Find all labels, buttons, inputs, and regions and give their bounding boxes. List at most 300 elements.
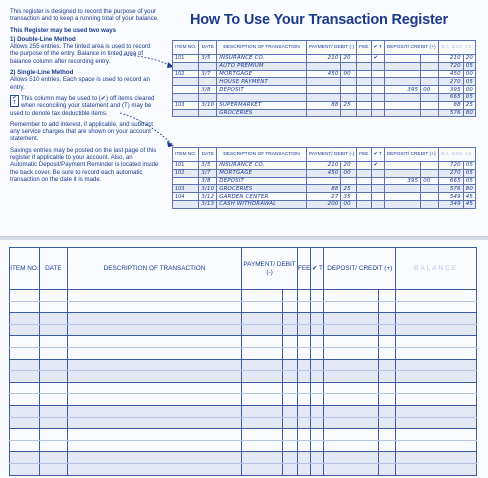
- balance-cents-cell: 05: [463, 78, 475, 86]
- check-cell[interactable]: [311, 290, 324, 302]
- table-row: [173, 70, 476, 78]
- item-no-cell[interactable]: [10, 313, 40, 325]
- description-cell[interactable]: [67, 417, 241, 429]
- deposit-dollars-cell: [384, 62, 421, 70]
- date-cell[interactable]: [39, 405, 67, 417]
- deposit-dollars-cell[interactable]: [324, 405, 379, 417]
- deposit-cents-cell[interactable]: [379, 440, 396, 452]
- date-cell[interactable]: [39, 429, 67, 441]
- payment-cents-cell[interactable]: [283, 405, 298, 417]
- fee-cell: [357, 193, 371, 201]
- description-cell[interactable]: [67, 336, 241, 348]
- fee-cell: [357, 169, 371, 177]
- deposit-dollars-cell[interactable]: [324, 301, 379, 313]
- description-cell: GARDEN CENTER: [217, 193, 307, 201]
- date-cell[interactable]: [39, 313, 67, 325]
- description-cell[interactable]: [67, 405, 241, 417]
- balance-cell[interactable]: [396, 359, 477, 371]
- date-cell[interactable]: [39, 463, 67, 475]
- deposit-dollars-cell: 395: [384, 86, 421, 94]
- header-fee: FEE: [357, 41, 371, 55]
- fee-cell: [357, 70, 371, 78]
- date-cell[interactable]: [39, 301, 67, 313]
- deposit-cents-cell[interactable]: [379, 463, 396, 475]
- fee-cell[interactable]: [297, 290, 310, 302]
- payment-dollars-cell[interactable]: [242, 347, 283, 359]
- payment-cents-cell: 25: [341, 185, 357, 193]
- deposit-dollars-cell: [384, 78, 421, 86]
- payment-cents-cell[interactable]: [283, 313, 298, 325]
- deposit-dollars-cell[interactable]: [324, 452, 379, 464]
- balance-dollars-cell: 450: [438, 70, 463, 78]
- description-cell[interactable]: [67, 429, 241, 441]
- deposit-cents-cell[interactable]: [379, 324, 396, 336]
- check-cell[interactable]: [311, 382, 324, 394]
- payment-dollars-cell[interactable]: [242, 417, 283, 429]
- table-row: [10, 290, 477, 302]
- fee-cell[interactable]: [297, 371, 310, 383]
- header-date: DATE: [199, 148, 217, 162]
- payment-dollars-cell[interactable]: [242, 324, 283, 336]
- deposit-cents-cell: 00: [421, 86, 438, 94]
- date-cell[interactable]: [39, 440, 67, 452]
- balance-cell[interactable]: [396, 371, 477, 383]
- check-cell: [371, 78, 384, 86]
- item-no-cell: 103: [173, 185, 199, 193]
- deposit-dollars-cell[interactable]: [324, 440, 379, 452]
- date-cell: 3/10: [199, 185, 217, 193]
- date-cell: 3/8: [199, 177, 217, 185]
- date-cell[interactable]: [39, 371, 67, 383]
- item-no-cell[interactable]: [10, 347, 40, 359]
- table-row: [173, 200, 476, 208]
- description-cell: INSURANCE CO.: [217, 55, 307, 63]
- header-description: DESCRIPTION OF TRANSACTION: [217, 148, 307, 162]
- date-cell: 3/13: [199, 200, 217, 208]
- deposit-cents-cell: 00: [421, 177, 438, 185]
- check-cell[interactable]: [311, 405, 324, 417]
- payment-cents-cell: 20: [341, 55, 357, 63]
- payment-cents-cell: [341, 109, 357, 117]
- header-check: ✔ T: [371, 148, 384, 162]
- header-balance-example: BA 880 35: [438, 41, 475, 55]
- balance-cell[interactable]: [396, 313, 477, 325]
- item-no-cell[interactable]: [10, 382, 40, 394]
- check-cell[interactable]: [311, 359, 324, 371]
- deposit-cents-cell[interactable]: [379, 452, 396, 464]
- deposit-dollars-cell: [384, 169, 421, 177]
- description-cell: GROCERIES: [217, 109, 307, 117]
- balance-cell[interactable]: [396, 452, 477, 464]
- deposit-cents-cell[interactable]: [379, 382, 396, 394]
- table-row: [10, 417, 477, 429]
- deposit-dollars-cell[interactable]: [324, 324, 379, 336]
- payment-cents-cell[interactable]: [283, 429, 298, 441]
- date-cell[interactable]: [39, 382, 67, 394]
- table-row: [173, 78, 476, 86]
- balance-cents-cell: 45: [463, 200, 475, 208]
- deposit-dollars-cell[interactable]: [324, 290, 379, 302]
- date-cell: [199, 62, 217, 70]
- check-column-icon: ✔ T: [10, 95, 19, 107]
- item-no-cell[interactable]: [10, 417, 40, 429]
- check-cell: [371, 200, 384, 208]
- payment-dollars-cell: 88: [306, 101, 341, 109]
- table-row: [173, 62, 476, 70]
- description-cell[interactable]: [67, 290, 241, 302]
- fee-cell: [357, 185, 371, 193]
- description-cell[interactable]: [67, 301, 241, 313]
- payment-dollars-cell[interactable]: [242, 313, 283, 325]
- fee-cell[interactable]: [297, 313, 310, 325]
- check-cell[interactable]: [311, 394, 324, 406]
- balance-cell[interactable]: [396, 347, 477, 359]
- payment-cents-cell: [341, 62, 357, 70]
- payment-dollars-cell: [306, 78, 341, 86]
- date-cell[interactable]: [39, 347, 67, 359]
- table-row: [173, 162, 476, 170]
- deposit-cents-cell: [421, 200, 438, 208]
- deposit-cents-cell[interactable]: [379, 301, 396, 313]
- payment-cents-cell: 00: [341, 70, 357, 78]
- payment-dollars-cell[interactable]: [242, 452, 283, 464]
- deposit-cents-cell[interactable]: [379, 405, 396, 417]
- table-row: [10, 382, 477, 394]
- check-cell[interactable]: [311, 313, 324, 325]
- fee-cell: [357, 78, 371, 86]
- item-no-cell: [173, 109, 199, 117]
- fee-cell[interactable]: [297, 440, 310, 452]
- check-cell: ✔: [371, 162, 384, 170]
- ways-heading: This Register may be used two ways: [10, 26, 116, 34]
- item-no-cell[interactable]: [10, 336, 40, 348]
- table-row: [173, 86, 476, 94]
- check-cell[interactable]: [311, 429, 324, 441]
- balance-cents-cell: 80: [463, 109, 475, 117]
- deposit-cents-cell[interactable]: [379, 347, 396, 359]
- fee-cell[interactable]: [297, 429, 310, 441]
- payment-cents-cell[interactable]: [283, 324, 298, 336]
- payment-dollars-cell[interactable]: [242, 405, 283, 417]
- deposit-cents-cell[interactable]: [379, 336, 396, 348]
- header-item-no: ITEM NO.: [10, 248, 40, 290]
- balance-cents-cell: 05: [463, 177, 475, 185]
- description-cell[interactable]: [67, 382, 241, 394]
- balance-cell[interactable]: [396, 336, 477, 348]
- blank-register-table: [9, 247, 477, 476]
- page-title: How To Use Your Transaction Register: [190, 12, 448, 28]
- balance-cents-cell: 00: [463, 86, 475, 94]
- balance-dollars-cell: 349: [438, 200, 463, 208]
- payment-dollars-cell: [306, 86, 341, 94]
- payment-cents-cell[interactable]: [283, 347, 298, 359]
- header-payment: PAYMENT/ DEBIT (-): [306, 148, 356, 162]
- table-row: [10, 429, 477, 441]
- example-double-rows: [173, 55, 476, 117]
- item-no-cell: 101: [173, 55, 199, 63]
- fee-cell[interactable]: [297, 301, 310, 313]
- balance-cents-cell: 05: [463, 162, 475, 170]
- payment-cents-cell: 00: [341, 200, 357, 208]
- deposit-cents-cell: [421, 185, 438, 193]
- check-cell[interactable]: [311, 301, 324, 313]
- date-cell: 3/7: [199, 70, 217, 78]
- check-column-text: This column may be used to (✔) off items cleared when reconciling your statement and (T) may be used to denote tax deductible items.: [10, 94, 155, 117]
- description-cell[interactable]: [67, 463, 241, 475]
- blank-register-rows: [10, 290, 477, 476]
- deposit-dollars-cell: [384, 185, 421, 193]
- date-cell[interactable]: [39, 290, 67, 302]
- table-row: [10, 440, 477, 452]
- deposit-dollars-cell[interactable]: [324, 429, 379, 441]
- fee-cell[interactable]: [297, 324, 310, 336]
- deposit-cents-cell[interactable]: [379, 371, 396, 383]
- payment-cents-cell: [341, 86, 357, 94]
- payment-cents-cell[interactable]: [283, 440, 298, 452]
- check-cell: [371, 193, 384, 201]
- header-deposit: DEPOSIT/ CREDIT (+): [384, 41, 438, 55]
- balance-dollars-cell: 210: [438, 55, 463, 63]
- date-cell: 3/5: [199, 55, 217, 63]
- table-row: [10, 452, 477, 464]
- balance-cell[interactable]: [396, 429, 477, 441]
- payment-cents-cell[interactable]: [283, 382, 298, 394]
- fee-cell[interactable]: [297, 394, 310, 406]
- description-cell: GROCERIES: [217, 185, 307, 193]
- header-date: DATE: [199, 41, 217, 55]
- check-cell[interactable]: [311, 371, 324, 383]
- date-cell[interactable]: [39, 359, 67, 371]
- description-cell[interactable]: [67, 359, 241, 371]
- check-cell[interactable]: [311, 336, 324, 348]
- item-no-cell[interactable]: [10, 405, 40, 417]
- header-date: DATE: [39, 248, 67, 290]
- balance-dollars-cell: 576: [438, 185, 463, 193]
- fee-cell[interactable]: [297, 417, 310, 429]
- arrow-icon: [118, 110, 178, 150]
- fee-cell: [357, 162, 371, 170]
- description-cell[interactable]: [67, 347, 241, 359]
- payment-dollars-cell: [306, 177, 341, 185]
- payment-dollars-cell: [306, 109, 341, 117]
- description-cell: AUTO PREMIUM: [217, 62, 307, 70]
- deposit-cents-cell: [421, 109, 438, 117]
- description-cell: HOUSE PAYMENT: [217, 78, 307, 86]
- deposit-dollars-cell: [384, 200, 421, 208]
- payment-cents-cell[interactable]: [283, 290, 298, 302]
- fee-cell[interactable]: [297, 463, 310, 475]
- table-row: [173, 193, 476, 201]
- balance-cell[interactable]: [396, 290, 477, 302]
- balance-cell[interactable]: [396, 394, 477, 406]
- payment-cents-cell[interactable]: [283, 394, 298, 406]
- balance-dollars-cell: 665: [438, 93, 463, 101]
- description-cell[interactable]: [67, 313, 241, 325]
- deposit-cents-cell[interactable]: [379, 290, 396, 302]
- date-cell[interactable]: [39, 394, 67, 406]
- payment-dollars-cell[interactable]: [242, 440, 283, 452]
- payment-dollars-cell: 200: [306, 200, 341, 208]
- check-cell[interactable]: [311, 452, 324, 464]
- payment-dollars-cell: 27: [306, 193, 341, 201]
- check-cell: [371, 62, 384, 70]
- date-cell[interactable]: [39, 417, 67, 429]
- deposit-dollars-cell[interactable]: [324, 359, 379, 371]
- deposit-dollars-cell[interactable]: [324, 382, 379, 394]
- check-cell[interactable]: [311, 440, 324, 452]
- deposit-dollars-cell[interactable]: [324, 347, 379, 359]
- payment-cents-cell[interactable]: [283, 463, 298, 475]
- description-cell[interactable]: [67, 371, 241, 383]
- header-fee: FEE: [357, 148, 371, 162]
- check-cell[interactable]: [311, 417, 324, 429]
- payment-dollars-cell: 450: [306, 70, 341, 78]
- payment-cents-cell: [341, 177, 357, 185]
- payment-dollars-cell: [306, 62, 341, 70]
- payment-cents-cell[interactable]: [283, 336, 298, 348]
- item-no-cell: [173, 86, 199, 94]
- payment-cents-cell: 00: [341, 169, 357, 177]
- date-cell[interactable]: [39, 324, 67, 336]
- fee-cell[interactable]: [297, 405, 310, 417]
- table-row: [173, 109, 476, 117]
- payment-cents-cell[interactable]: [283, 301, 298, 313]
- deposit-cents-cell: [421, 101, 438, 109]
- deposit-dollars-cell: [384, 70, 421, 78]
- deposit-dollars-cell[interactable]: [324, 336, 379, 348]
- deposit-dollars-cell: [384, 162, 421, 170]
- payment-cents-cell[interactable]: [283, 417, 298, 429]
- description-cell[interactable]: [67, 452, 241, 464]
- fee-cell: [357, 177, 371, 185]
- description-cell: MORTGAGE: [217, 70, 307, 78]
- payment-cents-cell[interactable]: [283, 359, 298, 371]
- fee-cell: [357, 101, 371, 109]
- item-no-cell[interactable]: [10, 290, 40, 302]
- example-single-line-table: [172, 147, 476, 209]
- payment-dollars-cell[interactable]: [242, 371, 283, 383]
- item-no-cell[interactable]: [10, 371, 40, 383]
- check-cell[interactable]: [311, 347, 324, 359]
- page-fold: [0, 236, 488, 240]
- check-cell: [371, 177, 384, 185]
- header-description: DESCRIPTION OF TRANSACTION: [67, 248, 241, 290]
- balance-cell[interactable]: [396, 405, 477, 417]
- balance-cell[interactable]: [396, 324, 477, 336]
- deposit-dollars-cell[interactable]: [324, 417, 379, 429]
- table-row: [173, 169, 476, 177]
- item-no-cell: 102: [173, 70, 199, 78]
- table-row: [173, 101, 476, 109]
- payment-dollars-cell[interactable]: [242, 382, 283, 394]
- balance-cell[interactable]: [396, 440, 477, 452]
- deposit-dollars-cell[interactable]: [324, 313, 379, 325]
- balance-dollars-cell: 270: [438, 78, 463, 86]
- check-cell: [371, 101, 384, 109]
- deposit-cents-cell[interactable]: [379, 359, 396, 371]
- balance-cell[interactable]: [396, 301, 477, 313]
- table-row: [173, 185, 476, 193]
- balance-cents-cell: 05: [463, 62, 475, 70]
- deposit-dollars-cell[interactable]: [324, 463, 379, 475]
- balance-cell[interactable]: [396, 417, 477, 429]
- fee-cell[interactable]: [297, 382, 310, 394]
- item-no-cell[interactable]: [10, 324, 40, 336]
- description-cell[interactable]: [67, 324, 241, 336]
- description-cell: CASH WITHDRAWAL: [217, 200, 307, 208]
- payment-cents-cell[interactable]: [283, 371, 298, 383]
- payment-dollars-cell[interactable]: [242, 301, 283, 313]
- check-cell[interactable]: [311, 324, 324, 336]
- item-no-cell[interactable]: [10, 440, 40, 452]
- balance-cell[interactable]: [396, 463, 477, 475]
- fee-cell[interactable]: [297, 347, 310, 359]
- item-no-cell[interactable]: [10, 452, 40, 464]
- payment-dollars-cell[interactable]: [242, 463, 283, 475]
- deposit-dollars-cell[interactable]: [324, 371, 379, 383]
- table-row: [10, 405, 477, 417]
- fee-cell[interactable]: [297, 452, 310, 464]
- payment-dollars-cell[interactable]: [242, 336, 283, 348]
- date-cell: 3/10: [199, 101, 217, 109]
- item-no-cell: 104: [173, 193, 199, 201]
- balance-dollars-cell: 665: [438, 177, 463, 185]
- description-cell[interactable]: [67, 440, 241, 452]
- check-cell: [371, 70, 384, 78]
- single-line-heading: 2) Single-Line Method: [10, 69, 74, 77]
- item-no-cell[interactable]: [10, 463, 40, 475]
- payment-dollars-cell[interactable]: [242, 429, 283, 441]
- date-cell[interactable]: [39, 336, 67, 348]
- item-no-cell[interactable]: [10, 429, 40, 441]
- item-no-cell[interactable]: [10, 394, 40, 406]
- check-cell[interactable]: [311, 463, 324, 475]
- deposit-dollars-cell[interactable]: [324, 394, 379, 406]
- payment-dollars-cell[interactable]: [242, 359, 283, 371]
- fee-cell[interactable]: [297, 359, 310, 371]
- table-row: [173, 55, 476, 63]
- deposit-cents-cell[interactable]: [379, 313, 396, 325]
- deposit-cents-cell[interactable]: [379, 417, 396, 429]
- example-single-rows: [173, 162, 476, 209]
- fee-cell[interactable]: [297, 336, 310, 348]
- header-fee: FEE: [297, 248, 310, 290]
- payment-cents-cell[interactable]: [283, 452, 298, 464]
- balance-cell[interactable]: [396, 382, 477, 394]
- item-no-cell[interactable]: [10, 301, 40, 313]
- balance-dollars-cell: 88: [438, 101, 463, 109]
- payment-dollars-cell[interactable]: [242, 394, 283, 406]
- deposit-cents-cell: [421, 78, 438, 86]
- deposit-cents-cell: [421, 162, 438, 170]
- item-no-cell[interactable]: [10, 359, 40, 371]
- date-cell[interactable]: [39, 452, 67, 464]
- description-cell: MORTGAGE: [217, 169, 307, 177]
- check-cell: [371, 93, 384, 101]
- fee-cell: [357, 55, 371, 63]
- table-row: [10, 394, 477, 406]
- deposit-cents-cell[interactable]: [379, 429, 396, 441]
- check-cell: [371, 109, 384, 117]
- date-cell: 3/12: [199, 193, 217, 201]
- item-no-cell: [173, 62, 199, 70]
- description-cell[interactable]: [67, 394, 241, 406]
- fee-cell: [357, 200, 371, 208]
- example-double-line-table: [172, 40, 476, 117]
- payment-dollars-cell[interactable]: [242, 290, 283, 302]
- balance-cents-cell: 80: [463, 185, 475, 193]
- deposit-cents-cell[interactable]: [379, 394, 396, 406]
